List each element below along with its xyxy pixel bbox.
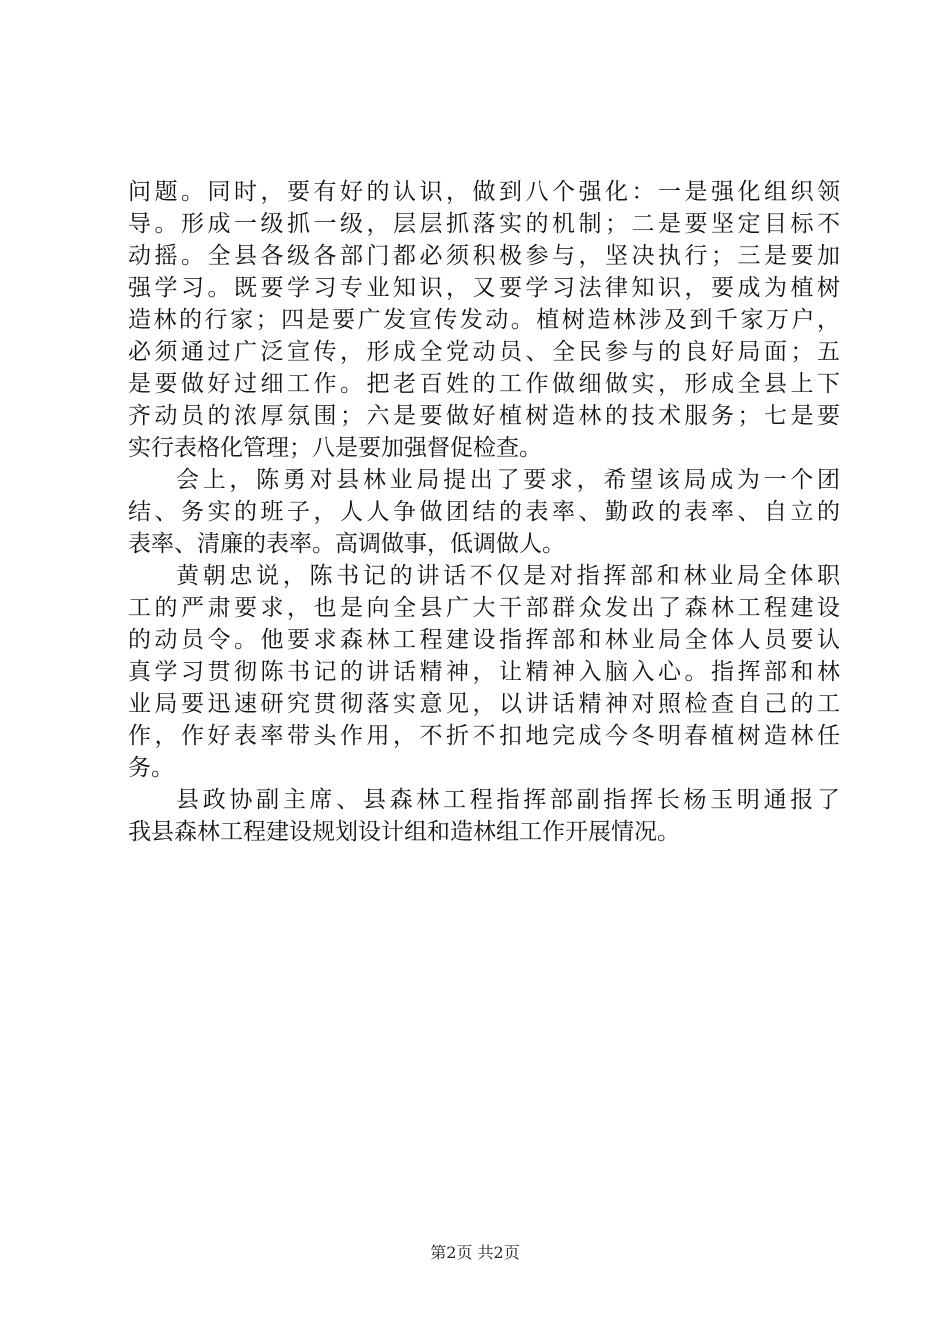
- text-line: 结、务实的班子，人人争做团结的表率、勤政的表率、自立的: [128, 499, 840, 525]
- text-line: 工的严肃要求，也是向全县广大干部群众发出了森林工程建设: [128, 595, 840, 621]
- text-line: 导。形成一级抓一级，层层抓落实的机制；二是要坚定目标不: [128, 211, 840, 237]
- paragraph-first-line: 会上，陈勇对县林业局提出了要求，希望该局成为一个团: [176, 467, 840, 493]
- text-line: 齐动员的浓厚氛围；六是要做好植树造林的技术服务；七是要: [128, 403, 840, 429]
- text-line: 表率、清廉的表率。高调做事，低调做人。: [128, 531, 565, 557]
- text-line: 动摇。全县各级各部门都必须积极参与，坚决执行；三是要加: [128, 243, 840, 269]
- text-line: 是要做好过细工作。把老百姓的工作做细做实，形成全县上下: [128, 371, 840, 397]
- paragraph-first-line: 县政协副主席、县森林工程指挥部副指挥长杨玉明通报了: [176, 787, 840, 813]
- text-line: 强学习。既要学习专业知识，又要学习法律知识，要成为植树: [128, 275, 840, 301]
- text-line: 作，作好表率带头作用，不折不扣地完成今冬明春植树造林任: [128, 723, 840, 749]
- text-line: 务。: [128, 755, 174, 781]
- text-line: 实行表格化管理；八是要加强督促检查。: [128, 435, 542, 461]
- text-line: 真学习贯彻陈书记的讲话精神，让精神入脑入心。指挥部和林: [128, 659, 840, 685]
- paragraph-first-line: 黄朝忠说，陈书记的讲话不仅是对指挥部和林业局全体职: [176, 563, 840, 589]
- text-line: 的动员令。他要求森林工程建设指挥部和林业局全体人员要认: [128, 627, 840, 653]
- page-number-footer: 第2页 共2页: [430, 1243, 520, 1262]
- text-line: 必须通过广泛宣传，形成全党动员、全民参与的良好局面；五: [128, 339, 840, 365]
- document-body: [128, 176, 840, 848]
- text-line: 我县森林工程建设规划设计组和造林组工作开展情况。: [128, 819, 680, 845]
- text-line: 问题。同时，要有好的认识，做到八个强化：一是强化组织领: [128, 179, 840, 205]
- text-line: 业局要迅速研究贯彻落实意见，以讲话精神对照检查自己的工: [128, 691, 840, 717]
- text-line: 造林的行家；四是要广发宣传发动。植树造林涉及到千家万户，: [128, 307, 840, 333]
